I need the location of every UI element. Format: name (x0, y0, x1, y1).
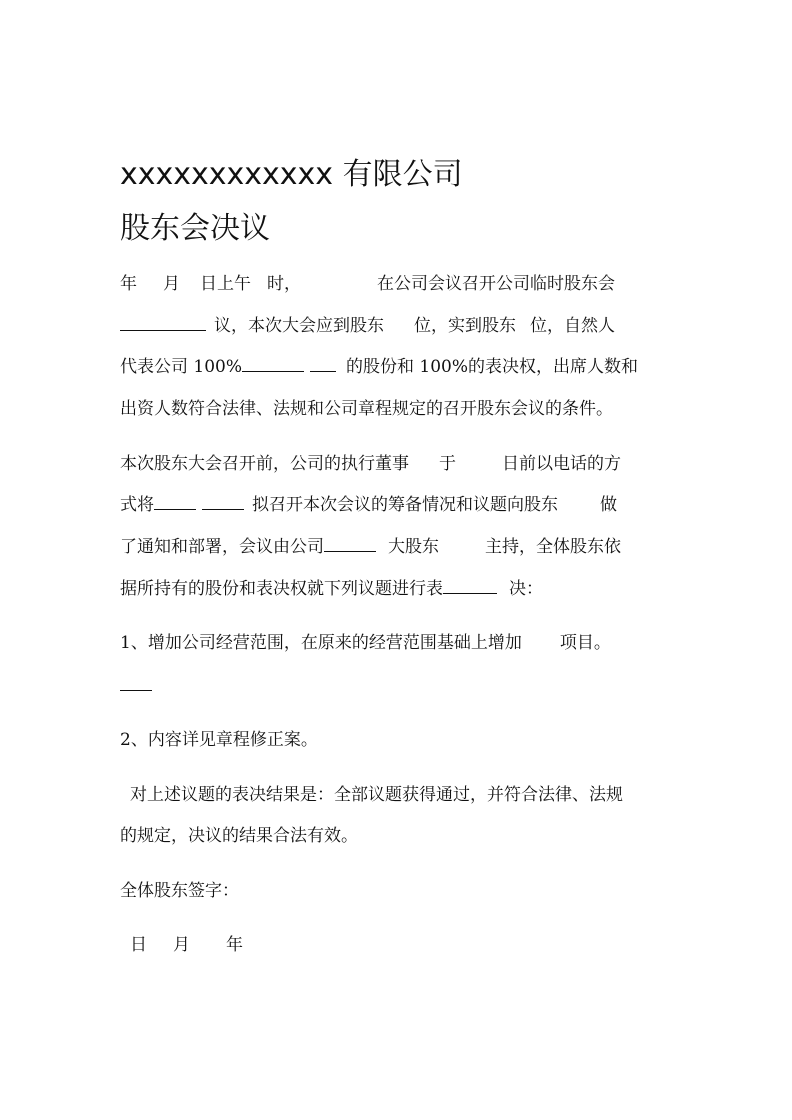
represent-text: 代表公司 100% (120, 357, 243, 377)
major-shareholder-text: 大股东 (388, 537, 439, 557)
blank-line (120, 316, 206, 331)
paragraph-2-line-2 (120, 493, 680, 517)
signature-line (120, 879, 680, 903)
director-text: 本次股东大会召开前，公司的执行董事 (120, 454, 409, 474)
notice-text: 了通知和部署，会议由公司 (120, 537, 324, 557)
year-label: 年 (120, 274, 137, 294)
resolution-title: 股东会决议 (120, 211, 270, 246)
paragraph-2-line-3 (120, 535, 680, 559)
blank-line (242, 357, 304, 372)
shares-voting-text: 的股份和 100%的表决权，出席人数和 (346, 357, 639, 377)
do-text: 做 (600, 495, 617, 515)
blank-line (202, 495, 244, 510)
at-text: 于 (439, 454, 456, 474)
item-2-text: 2、内容详见章程修正案。 (120, 730, 318, 750)
paragraph-1-line-3 (120, 355, 680, 379)
month-label: 月 (163, 274, 180, 294)
chair-text: 主持，全体股东依 (485, 537, 621, 557)
item-2 (120, 728, 680, 752)
phone-notice-text: 日前以电话的方 (502, 454, 621, 474)
date-day-label: 日 (130, 935, 147, 955)
preparation-text: 拟召开本次会议的筹备情况和议题向股东 (252, 495, 558, 515)
item-1 (120, 631, 680, 655)
paragraph-2-line-4 (120, 577, 680, 601)
blank-line (154, 495, 196, 510)
blank-line (120, 676, 152, 691)
blank-line (443, 579, 497, 594)
result-text-1: 对上述议题的表决结果是：全部议题获得通过，并符合法律、法规 (130, 785, 623, 805)
natural-person-text: 位，自然人 (530, 316, 615, 336)
paragraph-1-line-1 (120, 272, 680, 296)
result-text-2: 的规定，决议的结果合法有效。 (120, 826, 358, 846)
blank-line (324, 537, 376, 552)
date-year-label: 年 (226, 935, 243, 955)
day-time-label: 日上午 (200, 274, 251, 294)
result-line-1 (120, 783, 680, 807)
paragraph-2-line-1 (120, 452, 680, 476)
will-text: 式将 (120, 495, 154, 515)
paragraph-1-line-2 (120, 314, 680, 338)
result-line-2 (120, 824, 680, 848)
decide-text: 决： (509, 579, 543, 599)
blank-line (310, 357, 336, 372)
shareholders-present-text: 位，实到股东 (414, 316, 516, 336)
conditions-text: 出资人数符合法律、法规和公司章程规定的召开股东会议的条件。 (120, 399, 613, 419)
date-month-label: 月 (173, 935, 190, 955)
item-1-suffix: 项目。 (559, 633, 611, 653)
paragraph-1-line-4 (120, 397, 680, 421)
topics-text: 据所持有的股份和表决权就下列议题进行表 (120, 579, 443, 599)
item-1-blank-line (120, 674, 680, 698)
shareholders-due-text: 议，本次大会应到股东 (214, 316, 384, 336)
signature-label: 全体股东签字： (120, 881, 239, 901)
company-title: xxxxxxxxxxxx 有限公司 (120, 157, 463, 192)
hour-label: 时， (267, 274, 301, 294)
date-line (120, 933, 680, 957)
item-1-text: 1、增加公司经营范围，在原来的经营范围基础上增加 (120, 633, 522, 653)
meeting-place-text: 在公司会议召开公司临时股东会 (377, 274, 615, 294)
